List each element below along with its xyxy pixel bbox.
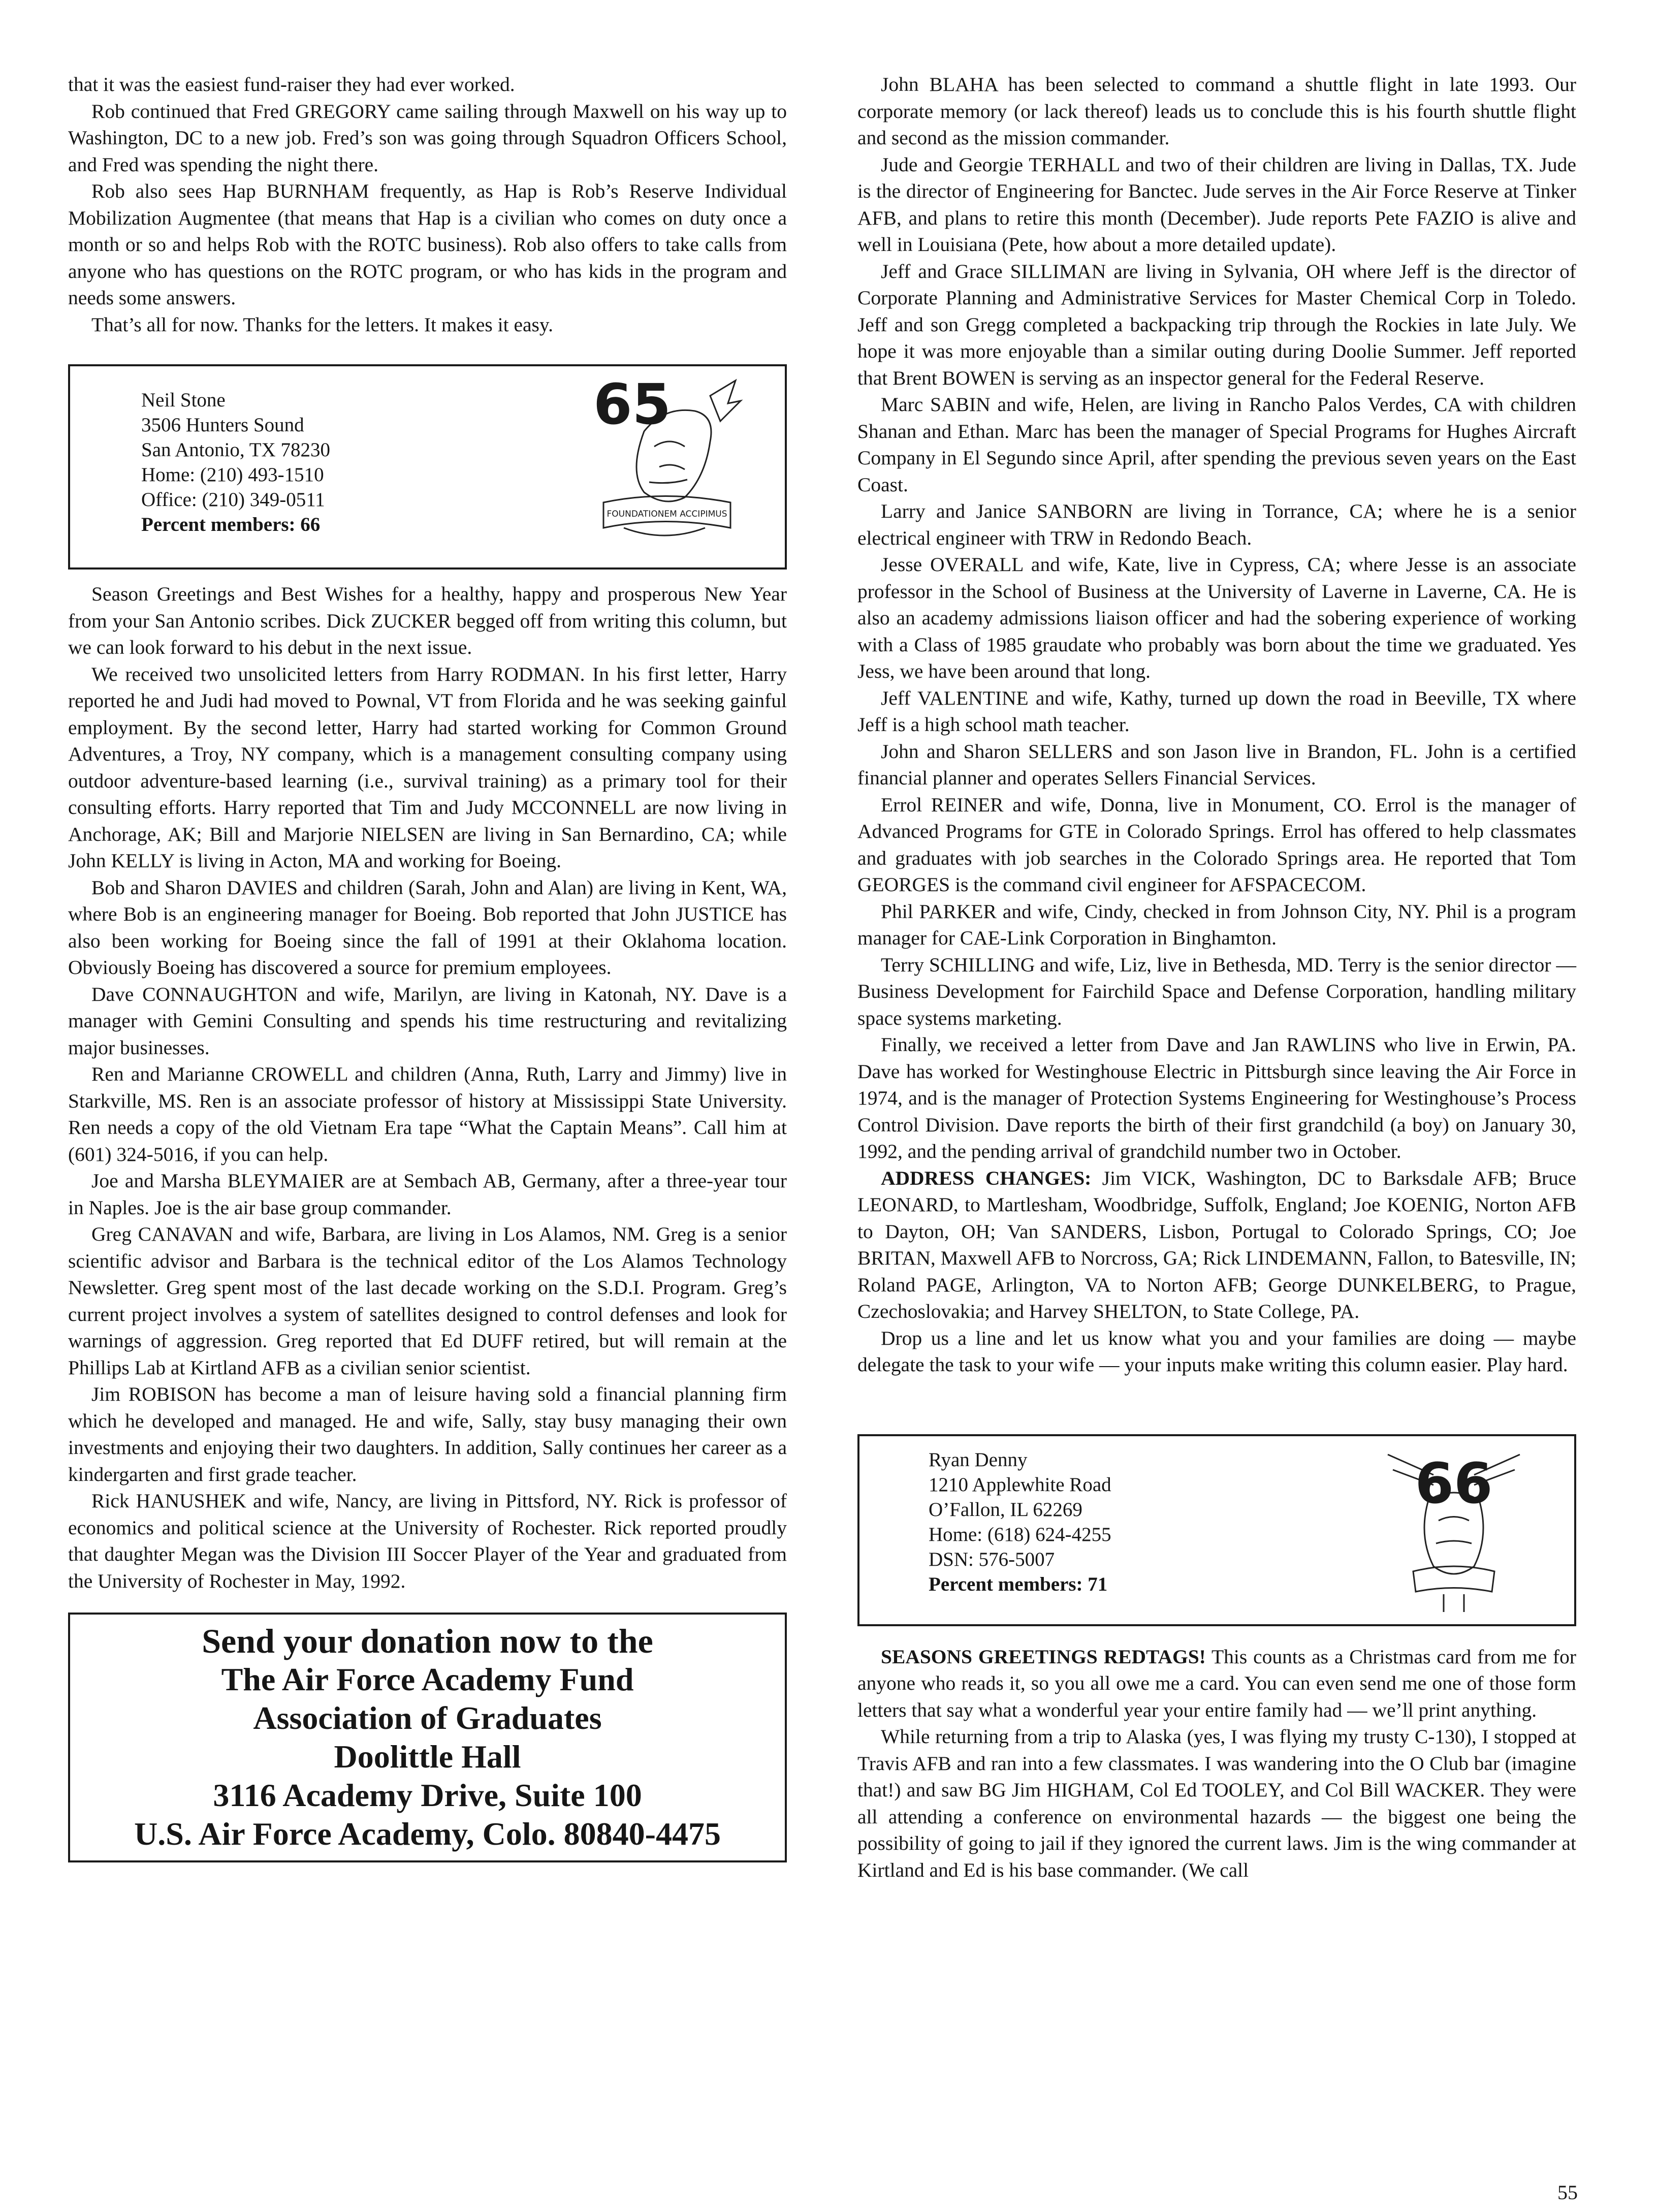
paragraph: Season Greetings and Best Wishes for a healthy, happy and prosperous New Year from your San Antonio scribes. Dick ZUCKER begged off from writing this column, but we can look forward to his debut in the next issue. [68, 583, 787, 658]
contact-box-neil-stone [68, 364, 787, 570]
contact-dsn-phone: DSN: 576-5007 [929, 1548, 1055, 1570]
contact-name: Neil Stone [141, 389, 226, 411]
paragraph: Jim ROBISON has become a man of leisure having sold a financial planning firm which he developed and managed. He and wife, Sally, stay busy managing their own investments and enjoying their two daughters. In addition, Sally continues her career as a kindergarten and first grade teacher. [68, 1383, 787, 1486]
contact-office-phone: Office: (210) 349-0511 [141, 489, 325, 511]
address-changes-lead: ADDRESS CHANGES: [881, 1166, 1092, 1189]
paragraph: Greg CANAVAN and wife, Barbara, are living in Los Alamos, NM. Greg is a senior scientific advisor and Barbara is the technical editor of the Los Alamos Technology Newsletter. Greg spent most of the last decade working on the S.D.I. Program. Greg’s current project involves a system of satellites designed to control defenses and look for warnings of aggression. Greg reported that Ed DUFF retired, but will remain at the Phillips Lab at Kirtland AFB as a civilian senior scientist. [68, 1223, 787, 1379]
paragraph: Jesse OVERALL and wife, Kate, live in Cypress, CA; where Jesse is an associate professor in the School of Business at the University of Laverne in Laverne, CA. He is also an academy admissions liaison officer and had the sobering experience of working with a Class of 1985 graudate who probably was born about the time we graduated. Yes Jess, we have been around that long. [857, 553, 1576, 682]
paragraph: We received two unsolicited letters from Harry RODMAN. In his first letter, Harry reported he and Judi had moved to Pownal, VT from Florida and he was seeking gainful employment. By the second letter, Harry had started working for Common Ground Adventures, a Troy, NY company, which is a management consulting company using outdoor adventure-based learning (i.e., survival training) as a primary tool for their consulting efforts. Harry reported that Tim and Judy MCCONNELL are now living in Anchorage, AK; Bill and Marjorie NIELSEN are living in San Bernardino, CA; while John KELLY is living in Acton, MA and working for Boeing. [68, 662, 787, 872]
contact-lines [141, 388, 330, 537]
percent-members: Percent members: 71 [929, 1573, 1108, 1595]
crest-motto: FOUNDATIONEM ACCIPIMUS [607, 509, 727, 519]
donation-line-5: 3116 Academy Drive, Suite 100 [213, 1777, 642, 1813]
paragraph: Jeff and Grace SILLIMAN are living in Sylvania, OH where Jeff is the director of Corporate Planning and Administrative Services for Master Chemical Corp in Toledo. Jeff and son Gregg completed a backpacking trip through the Rockies in late July. We hope it was more enjoyable than a similar outing during Doolie Summer. Jeff reported that Brent BOWEN is serving as an inspector general for the Federal Reserve. [857, 260, 1576, 389]
paragraph: Marc SABIN and wife, Helen, are living in Rancho Palos Verdes, CA with children Shanan and Ethan. Marc has been the manager of Special Programs for Hughes Aircraft Company in El Segundo since April, after spending the previous seven years on the East Coast. [857, 393, 1576, 496]
seasons-lead: SEASONS GREETINGS REDTAGS! [881, 1645, 1206, 1668]
right-bottom-text [857, 1723, 1576, 1883]
paragraph: Rob also sees Hap BURNHAM frequently, as Hap is Rob’s Reserve Individual Mobilization Augmentee (that means that Hap is a civilian who comes on duty once a month or so and helps Rob with the ROTC business). Rob also offers to take calls from anyone who has questions on the ROTC program, or who has kids in the program and needs some answers. [68, 180, 787, 309]
donation-line-3: Association of Graduates [253, 1700, 602, 1736]
contact-lines [929, 1447, 1111, 1597]
paragraph: Jeff VALENTINE and wife, Kathy, turned up down the road in Beeville, TX where Jeff is a high school math teacher. [857, 686, 1576, 736]
paragraph: Jude and Georgie TERHALL and two of their children are living in Dallas, TX. Jude is the director of Engineering for Banctec. Jude serves in the Air Force Reserve at Tinker AFB, and plans to retire this month (December). Jude reports Pete FAZIO is alive and well in Louisiana (Pete, how about a more detailed update). [857, 153, 1576, 256]
class-65-crest-icon [583, 375, 746, 551]
paragraph: Finally, we received a letter from Dave and Jan RAWLINS who live in Erwin, PA. Dave has worked for Westinghouse Electric in Pittsburgh since leaving the Air Force in 1974, and is the manager of Protection Systems Engineering for Westinghouse’s Process Control Division. Dave reports the birth of their first grandchild (a boy) on January 30, 1992, and the pending arrival of grandchild number two in October. [857, 1033, 1576, 1162]
percent-members: Percent members: 66 [141, 514, 321, 535]
contact-address: 3506 Hunters Sound [141, 414, 304, 436]
contact-box-ryan-denny [857, 1434, 1576, 1626]
contact-home-phone: Home: (210) 493-1510 [141, 464, 324, 486]
donation-line-1: Send your donation now to the [202, 1622, 653, 1660]
donation-line-2: The Air Force Academy Fund [221, 1661, 634, 1697]
paragraph: That’s all for now. Thanks for the letters. It makes it easy. [91, 313, 553, 336]
class-66-crest-icon [1378, 1444, 1530, 1617]
address-changes [857, 1165, 1576, 1325]
paragraph: Larry and Janice SANBORN are living in Torrance, CA; where he is a senior electrical engineer with TRW in Redondo Beach. [857, 500, 1576, 549]
donation-line-6: U.S. Air Force Academy, Colo. 80840-4475 [134, 1816, 721, 1852]
left-top-text [68, 71, 787, 338]
crest-numeral: 66 [1415, 1450, 1493, 1516]
contact-name: Ryan Denny [929, 1448, 1028, 1471]
paragraph: that it was the easiest fund-raiser they had ever worked. [68, 73, 515, 96]
paragraph: John and Sharon SELLERS and son Jason live in Brandon, FL. John is a certified financial planner and operates Sellers Financial Services. [857, 740, 1576, 789]
paragraph: Rick HANUSHEK and wife, Nancy, are living in Pittsford, NY. Rick is professor of economics and political science at the University of Rochester. Rick reported proudly that daughter Megan was the Division III Soccer Player of the Year and graduated from the University of Rochester in May, 1992. [68, 1490, 787, 1592]
address-changes-text: Jim VICK, Washington, DC to Barksdale AFB; Bruce LEONARD, to Martlesham, Woodbridge, Suffolk, England; Joe KOENIG, Norton AFB to Dayton, OH; Van SANDERS, Lisbon, Portugal to Colorado Springs, CO; Joe BRITAN, Maxwell AFB to Norcross, GA; Rick LINDEMANN, Fallon, to Batesville, IN; Roland PAGE, Arlington, VA to Norton AFB; George DUNKELBERG, to Prague, Czechoslovakia; and Harvey SHELTON, to State College, PA. [857, 1166, 1576, 1322]
left-bottom-text [68, 581, 787, 1594]
right-column [857, 71, 1576, 1883]
paragraph: Dave CONNAUGHTON and wife, Marilyn, are living in Katonah, NY. Dave is a manager with Gemini Consulting and spends his time restructuring and revitalizing major businesses. [68, 983, 787, 1059]
paragraph: Phil PARKER and wife, Cindy, checked in from Johnson City, NY. Phil is a program manager for CAE-Link Corporation in Binghamton. [857, 900, 1576, 949]
paragraph: Rob continued that Fred GREGORY came sailing through Maxwell on his way up to Washington, DC to a new job. Fred’s son was going through Squadron Officers School, and Fred was spending the night there. [68, 100, 787, 176]
paragraph: Joe and Marsha BLEYMAIER are at Sembach AB, Germany, after a three-year tour in Naples. Joe is the air base group commander. [68, 1170, 787, 1219]
donation-box [68, 1613, 787, 1862]
right-top-text [857, 71, 1576, 1165]
donation-line-4: Doolittle Hall [334, 1739, 521, 1775]
paragraph: Bob and Sharon DAVIES and children (Sarah, John and Alan) are living in Kent, WA, where Bob is an engineering manager for Boeing. Bob reported that John JUSTICE has also been working for Boeing since the fall of 1991 at their Oklahoma location. Obviously Boeing has discovered a source for premium employees. [68, 876, 787, 978]
paragraph: Errol REINER and wife, Donna, live in Monument, CO. Errol is the manager of Advanced Programs for GTE in Colorado Springs. Errol has offered to help classmates and graduates with job searches in the Colorado Springs area. He reported that Tom GEORGES is the command civil engineer for AFSPACECOM. [857, 793, 1576, 896]
seasons-text: This counts as a Christmas card from me for anyone who reads it, so you all owe me a card. You can even send me one of those form letters that say what a wonderful year your entire family had — we’ll print anything. [857, 1645, 1576, 1721]
contact-city: San Antonio, TX 78230 [141, 439, 330, 461]
contact-address: 1210 Applewhite Road [929, 1473, 1111, 1496]
paragraph: John BLAHA has been selected to command a shuttle flight in late 1993. Our corporate memory (or lack thereof) leads us to conclude this is his fourth shuttle flight and second as the mission commander. [857, 73, 1576, 149]
left-column [68, 71, 787, 1862]
contact-home-phone: Home: (618) 624-4255 [929, 1523, 1111, 1545]
contact-city: O’Fallon, IL 62269 [929, 1498, 1082, 1521]
closing-paragraph: Drop us a line and let us know what you and your families are doing — maybe delegate the task to your wife — your inputs make writing this column easier. Play hard. [857, 1326, 1576, 1376]
paragraph: Ren and Marianne CROWELL and children (Anna, Ruth, Larry and Jimmy) live in Starkville, MS. Ren is an associate professor of history at Mississippi State University. Ren needs a copy of the old Vietnam Era tape “What the Captain Means”. Call him at (601) 324-5016, if you can help. [68, 1063, 787, 1165]
seasons-greetings [857, 1644, 1576, 1724]
crest-numeral: 65 [593, 375, 672, 437]
page-number: 55 [1557, 2181, 1578, 2204]
paragraph: Terry SCHILLING and wife, Liz, live in Bethesda, MD. Terry is the senior director — Business Development for Fairchild Space and Defense Corporation, handling military space systems marketing. [857, 953, 1576, 1029]
paragraph: While returning from a trip to Alaska (yes, I was flying my trusty C-130), I stopped at Travis AFB and ran into a few classmates. I was wandering into the O Club bar (imagine that!) and saw BG Jim HIGHAM, Col Ed TOOLEY, and Col Bill WACKER. They were all attending a conference on environmental hazards — the biggest one being the possibility of going to jail if they ignored the current laws. Jim is the wing commander at Kirtland and Ed is his base commander. (We call [857, 1725, 1576, 1881]
